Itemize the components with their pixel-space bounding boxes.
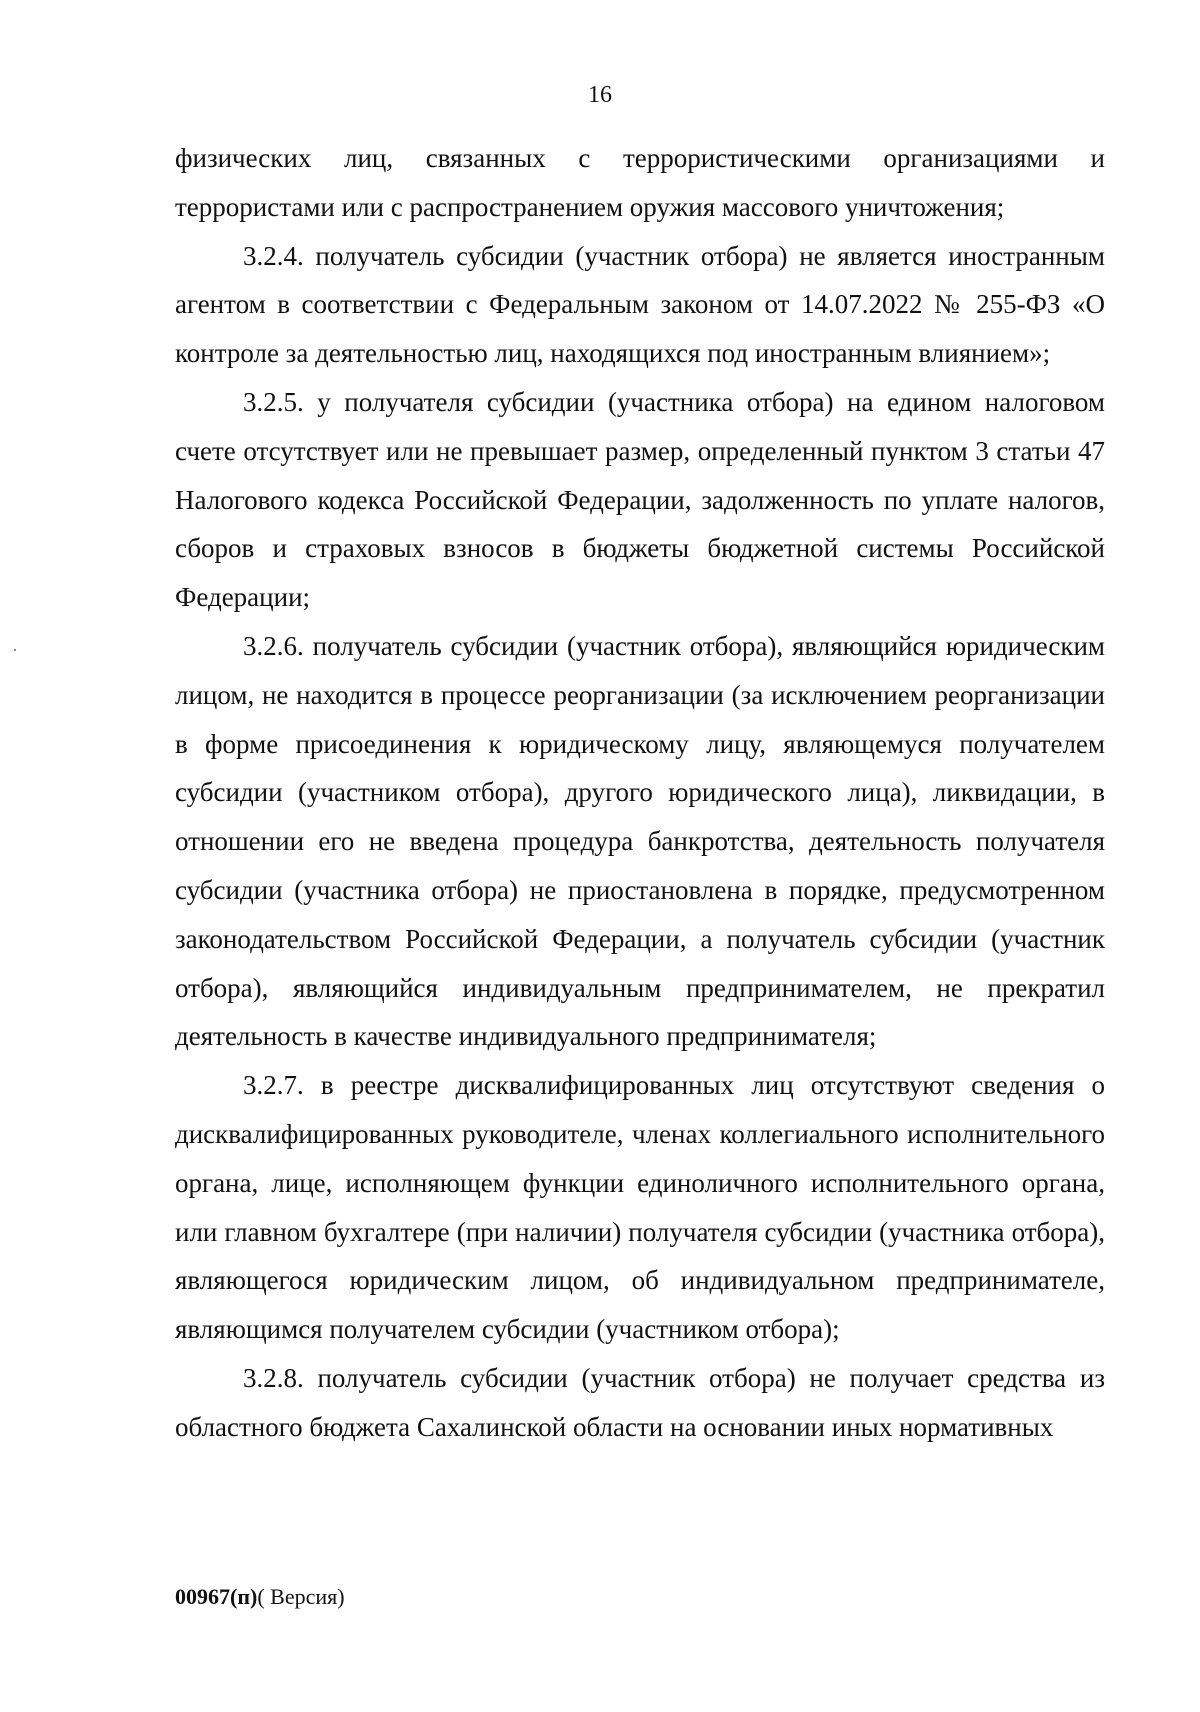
paragraph-continuation: физических лиц, связанных с террористическими организациями и террористами или с распространением оружия массового уничтожения;	[175, 143, 1105, 222]
paragraph-3-2-5: 3.2.5. у получателя субсидии (участника отбора) на едином налоговом счете отсутствует или не превышает размер, определенный пунктом 3 статьи 47 Налогового кодекса Российской Федерации, задолженность по уплате налогов, сборов и страховых взносов в бюджеты бюджетной системы Российской Федерации;	[175, 386, 1105, 613]
document-code: 00967(п)	[175, 1584, 258, 1609]
paragraph-3-2-4: 3.2.4. получатель субсидии (участник отбора) не является иностранным агентом в соответствии с Федеральным законом от 14.07.2022 № 255-ФЗ «О контроле за деятельностью лиц, находящихся под иностранным влиянием»;	[175, 240, 1105, 369]
paragraph-3-2-8: 3.2.8. получатель субсидии (участник отбора) не получает средства из областного бюджета Сахалинской области на основании иных нормативных	[175, 1362, 1105, 1442]
document-version: ( Версия)	[257, 1584, 345, 1609]
document-body	[175, 134, 1105, 1452]
page-number: 16	[588, 82, 612, 108]
paragraph-3-2-7: 3.2.7. в реестре дисквалифицированных лиц отсутствуют сведения о дисквалифицированных руководителе, членах коллегиального исполнительного органа, лице, исполняющем функции единоличного исполнительного органа, или главном бухгалтере (при наличии) получателя субсидии (участника отбора), являющегося юридическим лицом, об индивидуальном предпринимателе, являющимся получателем субсидии (участником отбора);	[175, 1070, 1105, 1345]
document-footer	[175, 1583, 345, 1611]
scan-artifact-dot	[14, 649, 16, 651]
paragraph-3-2-6: 3.2.6. получатель субсидии (участник отбора), являющийся юридическим лицом, не находится в процессе реорганизации (за исключением реорганизации в форме присоединения к юридическому лицу, являющемуся получателем субсидии (участником отбора), другого юридического лица), ликвидации, в отношении его не введена процедура банкротства, деятельность получателя субсидии (участника отбора) не приостановлена в порядке, предусмотренном законодательством Российской Федерации, а получатель субсидии (участник отбора), являющийся индивидуальным предпринимателем, не прекратил деятельность в качестве индивидуального предпринимателя;	[175, 630, 1105, 1052]
